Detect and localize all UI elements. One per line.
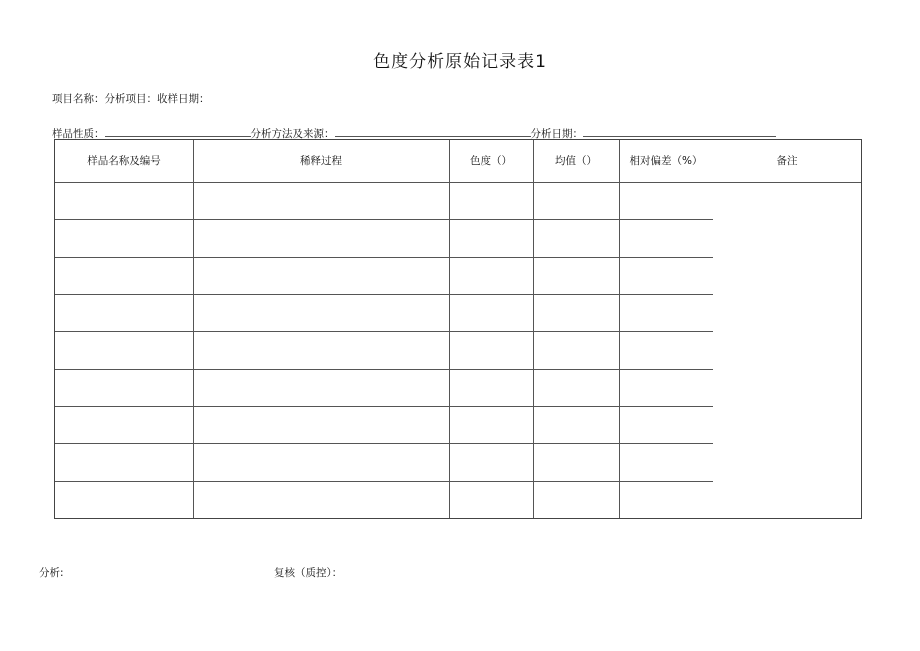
table-cell[interactable] bbox=[619, 331, 713, 368]
table-cell[interactable] bbox=[713, 331, 861, 368]
table-cell[interactable] bbox=[449, 481, 533, 518]
table-cell[interactable] bbox=[713, 182, 861, 219]
table-cell[interactable] bbox=[533, 406, 619, 443]
table-cell[interactable] bbox=[193, 257, 449, 294]
record-table bbox=[54, 139, 862, 519]
table-cell[interactable] bbox=[55, 294, 193, 331]
table-cell[interactable] bbox=[713, 257, 861, 294]
table-cell[interactable] bbox=[193, 182, 449, 219]
table-cell[interactable] bbox=[619, 443, 713, 480]
table-cell[interactable] bbox=[713, 219, 861, 256]
row-divider bbox=[55, 443, 713, 444]
table-cell[interactable] bbox=[533, 331, 619, 368]
header-remarks: 备注 bbox=[776, 155, 798, 167]
row-divider bbox=[55, 257, 713, 258]
table-cell[interactable] bbox=[193, 331, 449, 368]
table-cell[interactable] bbox=[619, 369, 713, 406]
table-cell[interactable] bbox=[619, 481, 713, 518]
table-cell[interactable] bbox=[449, 331, 533, 368]
analysis-item-label: 分析项目： bbox=[104, 93, 157, 105]
project-name-label: 项目名称： bbox=[52, 93, 105, 105]
table-cell[interactable] bbox=[619, 294, 713, 331]
table-cell[interactable] bbox=[55, 219, 193, 256]
analyst-label: 分析: bbox=[39, 567, 64, 579]
method-label: 分析方法及来源： bbox=[250, 128, 335, 140]
header-chroma: 色度（） bbox=[470, 155, 512, 167]
table-cell[interactable] bbox=[533, 182, 619, 219]
table-cell[interactable] bbox=[619, 406, 713, 443]
table-cell[interactable] bbox=[55, 182, 193, 219]
row-divider bbox=[55, 369, 713, 370]
table-cell[interactable] bbox=[713, 294, 861, 331]
header-sample-name: 样品名称及编号 bbox=[87, 155, 161, 167]
analysis-date-label: 分析日期： bbox=[530, 128, 583, 140]
table-cell[interactable] bbox=[533, 219, 619, 256]
table-cell[interactable] bbox=[449, 219, 533, 256]
table-cell[interactable] bbox=[449, 182, 533, 219]
analysis-date-field[interactable] bbox=[583, 126, 776, 137]
table-cell[interactable] bbox=[55, 481, 193, 518]
table-cell[interactable] bbox=[193, 219, 449, 256]
table-cell[interactable] bbox=[449, 257, 533, 294]
table-cell[interactable] bbox=[193, 294, 449, 331]
table-cell[interactable] bbox=[193, 369, 449, 406]
table-cell[interactable] bbox=[449, 369, 533, 406]
table-cell[interactable] bbox=[619, 219, 713, 256]
table-cell[interactable] bbox=[713, 481, 861, 518]
table-cell[interactable] bbox=[55, 331, 193, 368]
table-cell[interactable] bbox=[449, 406, 533, 443]
table-cell[interactable] bbox=[533, 257, 619, 294]
table-cell[interactable] bbox=[193, 443, 449, 480]
row-divider bbox=[55, 481, 713, 482]
table-cell[interactable] bbox=[193, 406, 449, 443]
method-field[interactable] bbox=[335, 126, 531, 137]
header-dilution: 稀释过程 bbox=[300, 155, 342, 167]
table-cell[interactable] bbox=[713, 443, 861, 480]
table-cell[interactable] bbox=[449, 294, 533, 331]
reviewer-label: 复核（质控）： bbox=[274, 567, 343, 579]
table-cell[interactable] bbox=[533, 294, 619, 331]
page-title: 色度分析原始记录表1 bbox=[373, 52, 547, 72]
row-divider bbox=[55, 406, 713, 407]
receive-date-label: 收样日期： bbox=[157, 93, 210, 105]
table-cell[interactable] bbox=[713, 369, 861, 406]
table-cell[interactable] bbox=[619, 257, 713, 294]
row-divider bbox=[55, 219, 713, 220]
table-cell[interactable] bbox=[55, 257, 193, 294]
table-cell[interactable] bbox=[533, 369, 619, 406]
table-cell[interactable] bbox=[55, 406, 193, 443]
table-cell[interactable] bbox=[55, 443, 193, 480]
row-divider bbox=[55, 294, 713, 295]
sample-nature-field[interactable] bbox=[105, 126, 251, 137]
sample-nature-label: 样品性质： bbox=[52, 128, 105, 140]
table-cell[interactable] bbox=[55, 369, 193, 406]
table-cell[interactable] bbox=[713, 406, 861, 443]
row-divider bbox=[55, 331, 713, 332]
table-cell[interactable] bbox=[533, 481, 619, 518]
table-cell[interactable] bbox=[533, 443, 619, 480]
header-mean: 均值（） bbox=[555, 155, 597, 167]
header-relative-deviation: 相对偏差（%） bbox=[629, 155, 703, 167]
table-cell[interactable] bbox=[193, 481, 449, 518]
table-cell[interactable] bbox=[449, 443, 533, 480]
info-row-1 bbox=[52, 91, 210, 106]
table-cell[interactable] bbox=[619, 182, 713, 219]
